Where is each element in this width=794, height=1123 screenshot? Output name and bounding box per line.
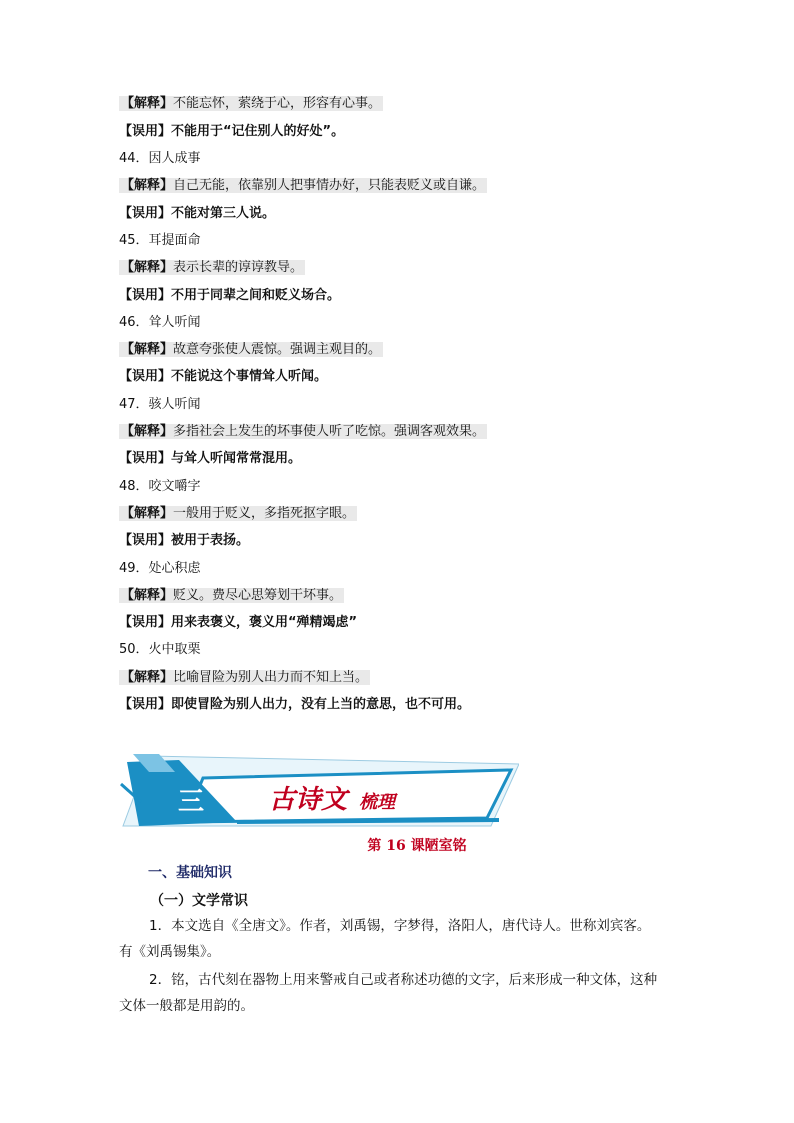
misuse-line <box>119 449 301 469</box>
misuse-tag: 【误用】 <box>119 451 172 466</box>
paragraph-line: 1．本文选自《全唐文》。作者，刘禹锡，字梦得，洛阳人，唐代诗人。世称刘宾客。 <box>149 918 651 934</box>
explain-text: 多指社会上发生的坏事使人听了吃惊。强调客观效果。 <box>173 424 486 439</box>
entry-number: 50． <box>119 642 149 657</box>
explain-tag: 【解释】 <box>121 260 174 275</box>
misuse-line <box>119 695 470 715</box>
section-banner <box>119 750 519 832</box>
misuse-text: 与耸人听闻常常混用。 <box>171 451 302 466</box>
entry-title: 因人成事 <box>148 151 201 166</box>
misuse-tag: 【误用】 <box>119 206 172 221</box>
entry-heading <box>119 231 201 251</box>
banner-subtitle: 梳理 <box>359 792 395 813</box>
misuse-tag: 【误用】 <box>119 124 172 139</box>
explain-tag: 【解释】 <box>121 424 174 439</box>
section-subheading: （一）文学常识 <box>150 893 248 909</box>
misuse-line <box>119 531 249 551</box>
entry-number: 44． <box>119 151 149 166</box>
explain-line <box>119 340 383 360</box>
explain-tag: 【解释】 <box>121 506 174 521</box>
explain-line <box>119 94 383 114</box>
misuse-line <box>119 204 275 224</box>
paragraph-line: 2．铭，古代刻在器物上用来警戒自己或者称述功德的文字，后来形成一种文体，这种 <box>149 972 658 988</box>
entry-number: 47． <box>119 397 149 412</box>
explain-tag: 【解释】 <box>121 178 174 193</box>
explain-text: 贬义。费尽心思筹划干坏事。 <box>173 588 343 603</box>
explain-line <box>119 504 357 524</box>
entry-number: 48． <box>119 479 149 494</box>
entry-number: 49． <box>119 561 149 576</box>
misuse-text: 即使冒险为别人出力，没有上当的意思，也不可用。 <box>171 697 471 712</box>
explain-line <box>119 258 305 278</box>
entry-number: 46． <box>119 315 149 330</box>
explain-text: 一般用于贬义，多指死抠字眼。 <box>173 506 356 521</box>
entry-heading <box>119 559 201 579</box>
paragraph-line: 文体一般都是用韵的。 <box>119 998 254 1014</box>
misuse-line <box>119 367 327 387</box>
entry-heading <box>119 395 201 415</box>
banner-number: 三 <box>177 787 205 817</box>
banner-title: 古诗文 <box>269 785 348 815</box>
lesson-title: 第 16 课陋室铭 <box>367 838 467 854</box>
misuse-tag: 【误用】 <box>119 369 172 384</box>
explain-tag: 【解释】 <box>121 670 174 685</box>
misuse-text: 被用于表扬。 <box>171 533 250 548</box>
misuse-line <box>119 122 344 142</box>
explain-line <box>119 586 344 606</box>
misuse-line <box>119 613 357 633</box>
paragraph-line: 有《刘禹锡集》。 <box>119 944 221 960</box>
explain-line <box>119 422 487 442</box>
misuse-text: 不能对第三人说。 <box>171 206 276 221</box>
explain-text: 故意夸张使人震惊。强调主观目的。 <box>173 342 382 357</box>
misuse-tag: 【误用】 <box>119 288 172 303</box>
misuse-text: 不能说这个事情耸人听闻。 <box>171 369 328 384</box>
misuse-text: 用来表褒义，褒义用“殚精竭虑” <box>171 615 358 630</box>
explain-text: 不能忘怀，萦绕于心，形容有心事。 <box>173 96 382 111</box>
entry-title: 处心积虑 <box>148 561 201 576</box>
explain-tag: 【解释】 <box>121 96 174 111</box>
entry-title: 耸人听闻 <box>148 315 201 330</box>
entry-heading <box>119 313 201 333</box>
explain-line <box>119 176 487 196</box>
entry-title: 骇人听闻 <box>148 397 201 412</box>
entry-title: 火中取栗 <box>148 642 201 657</box>
entry-number: 45． <box>119 233 149 248</box>
explain-text: 比喻冒险为别人出力而不知上当。 <box>173 670 369 685</box>
misuse-line <box>119 286 340 306</box>
explain-tag: 【解释】 <box>121 588 174 603</box>
misuse-tag: 【误用】 <box>119 615 172 630</box>
entry-title: 耳提面命 <box>148 233 201 248</box>
entry-heading <box>119 640 201 660</box>
section-heading: 一、基础知识 <box>148 865 232 881</box>
entry-heading <box>119 477 201 497</box>
entry-heading <box>119 149 201 169</box>
explain-text: 自己无能，依靠别人把事情办好，只能表贬义或自谦。 <box>173 178 486 193</box>
misuse-tag: 【误用】 <box>119 697 172 712</box>
misuse-tag: 【误用】 <box>119 533 172 548</box>
explain-tag: 【解释】 <box>121 342 174 357</box>
explain-text: 表示长辈的谆谆教导。 <box>173 260 304 275</box>
entry-title: 咬文嚼字 <box>148 479 201 494</box>
misuse-text: 不能用于“记住别人的好处”。 <box>171 124 345 139</box>
explain-line <box>119 668 370 688</box>
misuse-text: 不用于同辈之间和贬义场合。 <box>171 288 341 303</box>
